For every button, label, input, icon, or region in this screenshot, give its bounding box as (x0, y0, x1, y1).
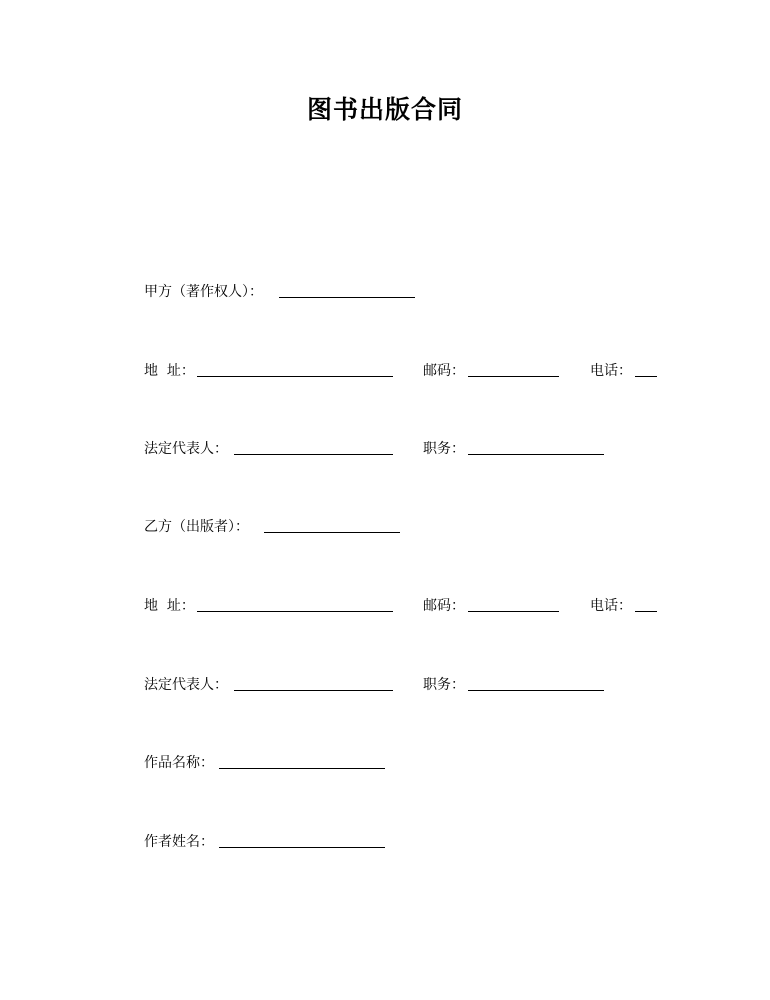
author-name-blank[interactable] (219, 847, 385, 848)
party-b-rep-label: 法定代表人： (144, 677, 228, 693)
party-a-postcode-label: 邮码： (423, 363, 465, 379)
party-b-position-blank[interactable] (468, 690, 604, 691)
work-title-label: 作品名称： (144, 755, 214, 771)
party-b-position-label: 职务： (423, 677, 465, 693)
party-b-address-label: 地 址： (144, 598, 195, 614)
party-a-phone-label: 电话： (590, 363, 632, 379)
party-a-label: 甲方（著作权人）： (144, 284, 263, 300)
party-a-rep-blank[interactable] (234, 454, 393, 455)
party-b-phone-blank[interactable] (635, 611, 657, 612)
party-b-postcode-label: 邮码： (423, 598, 465, 614)
party-a-name-blank[interactable] (279, 297, 415, 298)
party-b-postcode-blank[interactable] (468, 611, 559, 612)
party-b-label: 乙方（出版者）： (144, 519, 249, 535)
party-b-name-blank[interactable] (264, 532, 400, 533)
party-b-phone-label: 电话： (590, 598, 632, 614)
work-title-blank[interactable] (219, 768, 385, 769)
party-a-postcode-blank[interactable] (468, 376, 559, 377)
party-a-position-blank[interactable] (468, 454, 604, 455)
party-b-rep-blank[interactable] (234, 690, 393, 691)
party-a-address-label: 地 址： (144, 363, 195, 379)
party-b-address-blank[interactable] (197, 611, 393, 612)
party-a-phone-blank[interactable] (635, 376, 657, 377)
party-a-address-blank[interactable] (197, 376, 393, 377)
author-name-label: 作者姓名： (144, 834, 214, 850)
party-a-rep-label: 法定代表人： (144, 441, 228, 457)
document-title: 图书出版合同 (306, 95, 463, 124)
party-a-position-label: 职务： (423, 441, 465, 457)
